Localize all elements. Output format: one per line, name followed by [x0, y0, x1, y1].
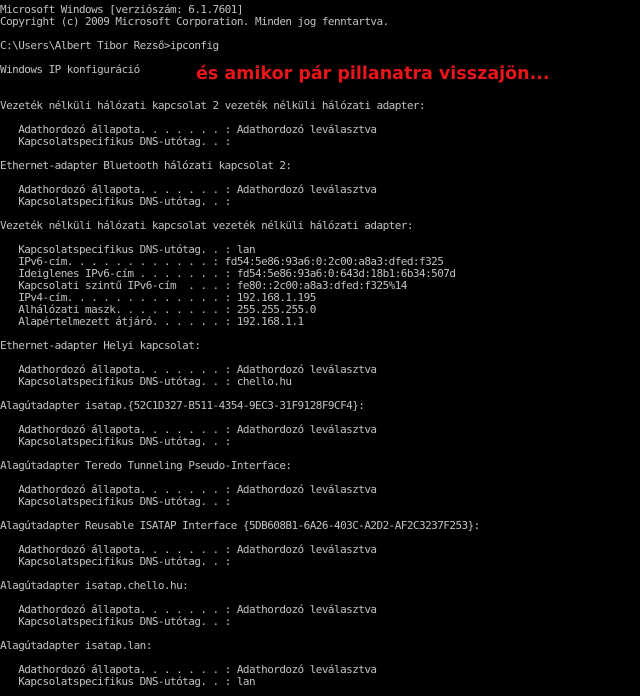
console-line: Adathordozó állapota. . . . . . . : Adathordozó leválasztva: [0, 123, 377, 136]
console-line: Kapcsolatspecifikus DNS-utótag. . :: [0, 615, 231, 628]
console-line: Ethernet-adapter Helyi kapcsolat:: [0, 339, 201, 352]
console-line: Alagútadapter isatap.{52C1D327-B511-4354-9EC3-31F9128F9CF4}:: [0, 399, 365, 412]
console-line: Adathordozó állapota. . . . . . . : Adathordozó leválasztva: [0, 543, 377, 556]
console-line: Vezeték nélküli hálózati kapcsolat vezeték nélküli hálózati adapter:: [0, 219, 413, 232]
console-line: Adathordozó állapota. . . . . . . : Adathordozó leválasztva: [0, 423, 377, 436]
console-line: Ideiglenes IPv6-cím . . . . . . . : fd54:5e86:93a6:0:643d:18b1:6b34:507d: [0, 267, 456, 280]
overlay-caption: és amikor pár pillanatra visszajön...: [196, 64, 550, 84]
console-line: Kapcsolati szintű IPv6-cím . . . : fe80::2c00:a8a3:dfed:f325%14: [0, 279, 407, 292]
console-line: Alagútadapter isatap.lan:: [0, 639, 152, 652]
console-line: C:\Users\Albert Tibor Rezső>ipconfig: [0, 39, 219, 52]
console-line: Copyright (c) 2009 Microsoft Corporation. Minden jog fenntartva.: [0, 15, 389, 28]
console-line: Kapcsolatspecifikus DNS-utótag. . :: [0, 435, 231, 448]
console-line: Alagútadapter isatap.chello.hu:: [0, 579, 189, 592]
console-line: Alapértelmezett átjáró. . . . . . : 192.168.1.1: [0, 315, 304, 328]
console-line: Microsoft Windows [verziószám: 6.1.7601]: [0, 3, 243, 16]
console-line: Adathordozó állapota. . . . . . . : Adathordozó leválasztva: [0, 663, 377, 676]
console-line: Alhálózati maszk. . . . . . . . . : 255.255.255.0: [0, 303, 316, 316]
console-line: Windows IP konfiguráció: [0, 63, 140, 76]
console-line: Kapcsolatspecifikus DNS-utótag. . :: [0, 195, 231, 208]
console-line: Kapcsolatspecifikus DNS-utótag. . : lan: [0, 675, 256, 688]
console-line: Adathordozó állapota. . . . . . . : Adathordozó leválasztva: [0, 363, 377, 376]
console-line: Vezeték nélküli hálózati kapcsolat 2 vezeték nélküli hálózati adapter:: [0, 99, 426, 112]
console-line: Alagútadapter Reusable ISATAP Interface {5DB608B1-6A26-403C-A2D2-AF2C3237F253}:: [0, 519, 480, 532]
console-line: Adathordozó állapota. . . . . . . : Adathordozó leválasztva: [0, 603, 377, 616]
console-line: Adathordozó állapota. . . . . . . : Adathordozó leválasztva: [0, 183, 377, 196]
console-line: IPv4-cím. . . . . . . . . . . . . : 192.168.1.195: [0, 291, 316, 304]
console-line: IPv6-cím. . . . . . . . . . . . : fd54:5e86:93a6:0:2c00:a8a3:dfed:f325: [0, 255, 444, 268]
console-line: Kapcsolatspecifikus DNS-utótag. . :: [0, 135, 231, 148]
console-line: Adathordozó állapota. . . . . . . : Adathordozó leválasztva: [0, 483, 377, 496]
console-line: Alagútadapter Teredo Tunneling Pseudo-Interface:: [0, 459, 292, 472]
console-line: Kapcsolatspecifikus DNS-utótag. . :: [0, 495, 231, 508]
console-line: Kapcsolatspecifikus DNS-utótag. . :: [0, 555, 231, 568]
console-line: Ethernet-adapter Bluetooth hálózati kapcsolat 2:: [0, 159, 292, 172]
console-line: Kapcsolatspecifikus DNS-utótag. . : lan: [0, 243, 256, 256]
console-line: Kapcsolatspecifikus DNS-utótag. . : chello.hu: [0, 375, 292, 388]
